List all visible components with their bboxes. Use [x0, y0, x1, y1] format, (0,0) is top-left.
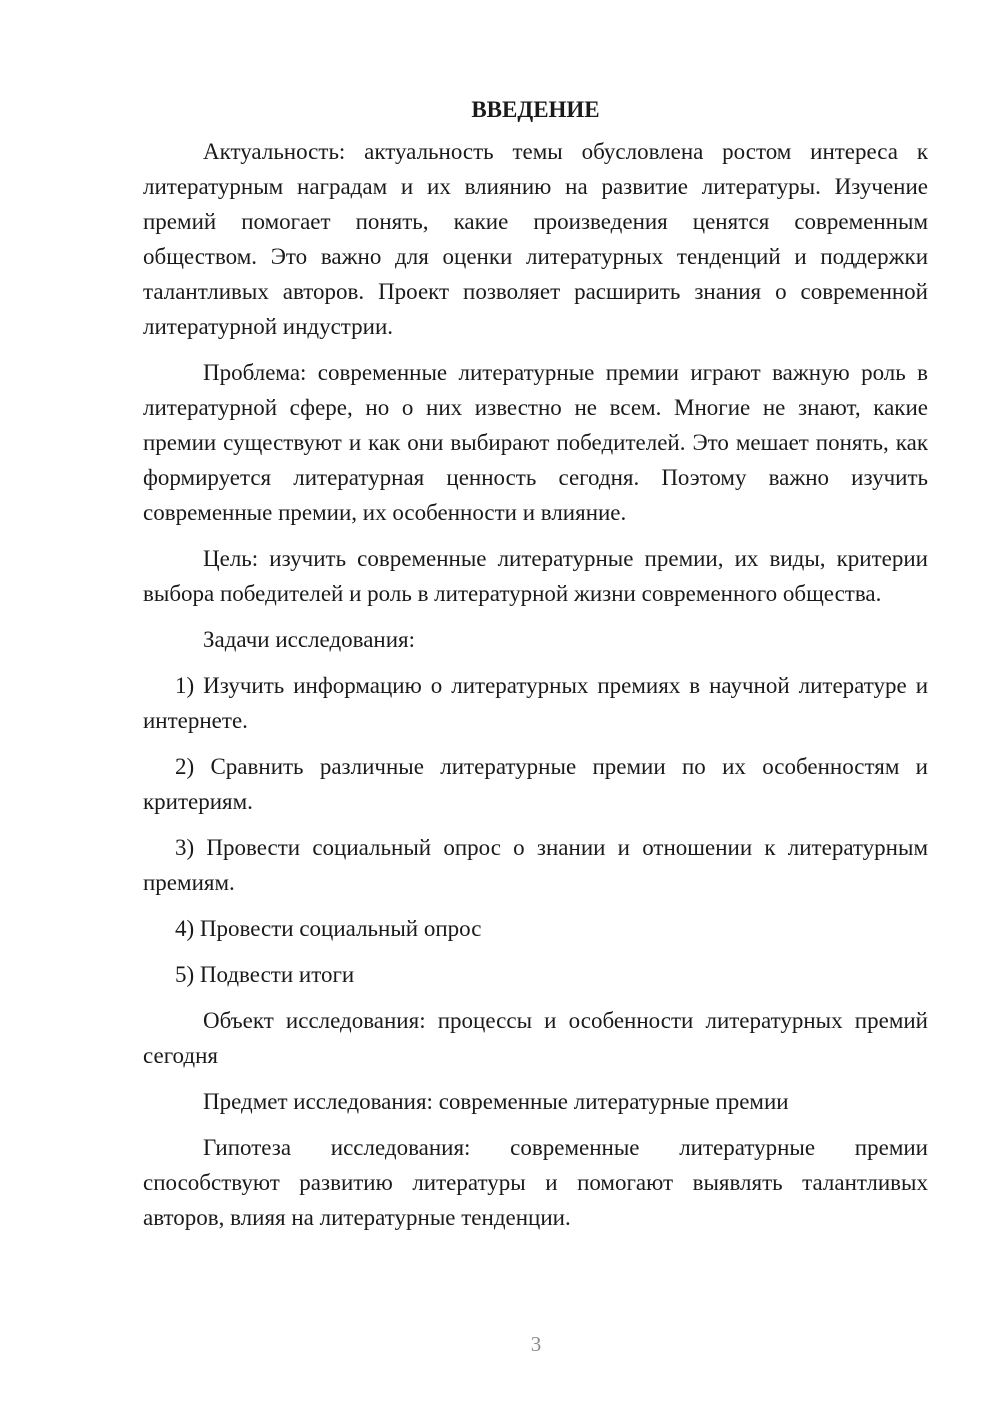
page-content — [143, 92, 928, 1235]
object-paragraph: Объект исследования: процессы и особенности литературных премий сегодня — [143, 1008, 928, 1068]
goal-paragraph: Цель: изучить современные литературные премии, их виды, критерии выбора победителей и роль в литературной жизни современного общества. — [143, 546, 928, 606]
task-item-5: 5) Подвести итоги — [175, 962, 355, 987]
task-item-3: 3) Провести социальный опрос о знании и отношении к литературным премиям. — [143, 835, 928, 895]
task-item-2: 2) Сравнить различные литературные премии по их особенностям и критериям. — [143, 754, 928, 814]
page-number: 3 — [530, 1332, 542, 1356]
hypothesis-paragraph: Гипотеза исследования: современные литературные премии способствуют развитию литературы и помогают выявлять талантливых авторов, влияя на литературные тенденции. — [143, 1135, 928, 1230]
tasks-intro: Задачи исследования: — [203, 627, 416, 652]
task-item-4: 4) Провести социальный опрос — [175, 916, 482, 941]
task-item-1: 1) Изучить информацию о литературных премиях в научной литературе и интернете. — [143, 673, 928, 733]
problem-paragraph: Проблема: современные литературные премии играют важную роль в литературной сфере, но о них известно не всем. Многие не знают, какие премии существуют и как они выбирают победителей. Это мешает понять, как формируется литературная ценность сегодня. Поэтому важно изучить современные премии, их особенности и влияние. — [143, 360, 928, 525]
section-heading: ВВЕДЕНИЕ — [471, 97, 600, 122]
subject-paragraph: Предмет исследования: современные литературные премии — [203, 1089, 789, 1114]
relevance-paragraph: Актуальность: актуальность темы обусловлена ростом интереса к литературным наградам и их влиянию на развитие литературы. Изучение премий помогает понять, какие произведения ценятся современным обществом. Это важно для оценки литературных тенденций и поддержки талантливых авторов. Проект позволяет расширить знания о современной литературной индустрии. — [143, 139, 928, 339]
